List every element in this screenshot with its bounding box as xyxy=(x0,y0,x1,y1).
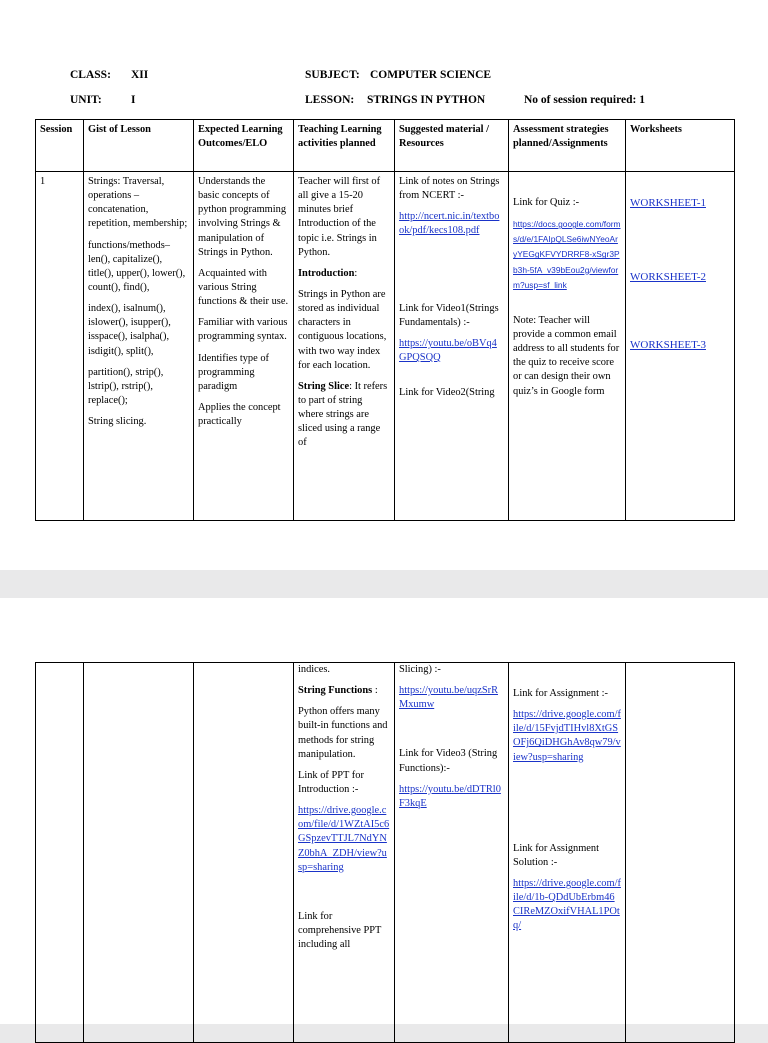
ncert-notes-link[interactable]: http://ncert.nic.in/textbook/pdf/kecs108.pdf xyxy=(399,211,500,237)
gist-cell xyxy=(84,172,194,521)
column-header: Session xyxy=(36,120,84,172)
column-header: Gist of Lesson xyxy=(84,120,194,172)
table-header-row xyxy=(36,120,735,172)
table-row xyxy=(36,172,735,521)
gist-text: partition(), strip(), lstrip(), rstrip(), replace(); xyxy=(88,366,164,406)
column-header: Worksheets xyxy=(626,120,735,172)
assignment-link[interactable]: https://drive.google.com/file/d/15FvjdTIHvl8XtGSOFj6QiDHGhAv8qw79/view?usp=sharing xyxy=(513,709,621,763)
document-page-2 xyxy=(0,598,768,1024)
activity-heading: Introduction: xyxy=(298,267,358,279)
gist-text: Strings: Traversal, operations – concatenation, repetition, membership; xyxy=(88,176,188,230)
activity-heading: String Functions : xyxy=(298,685,378,697)
class-label: CLASS: xyxy=(70,69,111,81)
worksheet-3-link[interactable]: WORKSHEET-3 xyxy=(630,338,706,351)
session-number: 1 xyxy=(40,176,46,187)
column-header: Suggested material / Resources xyxy=(395,120,509,172)
assessment-cell xyxy=(509,663,626,1043)
elo-text: Applies the concept practically xyxy=(198,401,281,428)
activity-text: String Slice: It refers to part of string where strings are sliced using a range of xyxy=(298,380,388,449)
gist-cell xyxy=(84,663,194,1043)
video3-link[interactable]: https://youtu.be/dDTRl0F3kqE xyxy=(399,783,501,809)
worksheet-2-link[interactable]: WORKSHEET-2 xyxy=(630,270,706,283)
assessment-text: Link for Assignment Solution :- xyxy=(513,842,600,868)
elo-text: Understands the basic concepts of python programming involving Strings & manipulation of Strings in Python. xyxy=(198,176,287,258)
activity-text: indices. xyxy=(298,664,331,675)
column-header: Expected Learning Outcomes/ELO xyxy=(194,120,294,172)
lesson-label: LESSON: xyxy=(305,94,355,106)
subject-label: SUBJECT: xyxy=(305,69,360,81)
unit-label: UNIT: xyxy=(70,94,102,106)
video2-link[interactable]: https://youtu.be/uqzSrRMxumw xyxy=(399,685,499,711)
gist-text: String slicing. xyxy=(88,416,147,428)
lesson-plan-table xyxy=(35,119,735,521)
activities-cell xyxy=(294,172,395,521)
lesson-plan-table-continued xyxy=(35,662,735,1043)
material-text: Link for Video2(String xyxy=(399,387,495,399)
activity-text: Strings in Python are stored as individual characters in contiguous locations, with two way index for each location. xyxy=(298,288,387,371)
intro-ppt-link[interactable]: https://drive.google.com/file/d/1WZtAI5c6GSpzevTTJL7NdYNZ0bhA_ZDH/view?usp=sharing xyxy=(298,805,390,873)
activities-cell xyxy=(294,663,395,1043)
session-cell xyxy=(36,663,84,1043)
worksheets-cell xyxy=(626,663,735,1043)
activity-text: Link of PPT for Introduction :- xyxy=(298,769,364,795)
subject-value: COMPUTER SCIENCE xyxy=(370,69,492,81)
elo-cell xyxy=(194,663,294,1043)
material-text: Link of notes on Strings from NCERT :- xyxy=(399,176,500,202)
column-header: Teaching Learning activities planned xyxy=(294,120,395,172)
gist-text: functions/methods– len(), capitalize(), title(), upper(), lower(), count(), find(), xyxy=(88,239,186,293)
assessment-text: Link for Assignment :- xyxy=(513,688,608,699)
elo-cell xyxy=(194,172,294,521)
material-cell xyxy=(395,663,509,1043)
elo-text: Identifies type of programming paradigm xyxy=(198,352,269,392)
session-cell xyxy=(36,172,84,521)
assessment-text: Link for Quiz :- xyxy=(513,197,580,208)
material-text: Link for Video1(Strings Fundamentals) :- xyxy=(399,302,499,328)
activity-text: Python offers many built-in functions and methods for string manipulation. xyxy=(298,706,388,760)
unit-value: I xyxy=(131,94,136,106)
material-text: Slicing) :- xyxy=(399,664,441,675)
elo-text: Acquainted with various String functions & their use. xyxy=(198,267,289,308)
lesson-value: STRINGS IN PYTHON xyxy=(367,94,486,106)
video1-link[interactable]: https://youtu.be/oBVq4GPQSQQ xyxy=(399,337,497,363)
assessment-cell xyxy=(509,172,626,521)
gist-text: index(), isalnum(), islower(), isupper(), isspace(), isalpha(), isdigit(), split(), xyxy=(88,303,171,357)
assessment-note: Note: Teacher will provide a common email address to all students for the quiz to receive score or can design their own quiz’s in Google form xyxy=(513,314,620,397)
activity-text: Link for comprehensive PPT including all xyxy=(298,910,382,951)
assignment-solution-link[interactable]: https://drive.google.com/file/d/1b-QDdUbErbm46CIReMZOxifVHAL1POtq/ xyxy=(513,877,621,932)
column-header: Assessment strategies planned/Assignments xyxy=(509,120,626,172)
sessions-required: No of session required: 1 xyxy=(524,94,645,106)
class-value: XII xyxy=(131,69,149,81)
material-cell xyxy=(395,172,509,521)
quiz-link[interactable]: https://docs.google.com/forms/d/e/1FAIpQLSe6iwNYeoAryYEGgKFVYDRRF8-xSgr3Pb3h-5fA_v39bEou2g/viewform?usp=sf_link xyxy=(513,219,621,290)
material-text: Link for Video3 (String Functions):- xyxy=(399,748,498,774)
worksheet-1-link[interactable]: WORKSHEET-1 xyxy=(630,197,706,209)
elo-text: Familiar with various programming syntax. xyxy=(198,317,288,343)
worksheets-cell xyxy=(626,172,735,521)
table-row xyxy=(36,663,735,1043)
activity-text: Teacher will first of all give a 15-20 minutes brief Introduction of the topic i.e. Strings in Python. xyxy=(298,176,381,258)
